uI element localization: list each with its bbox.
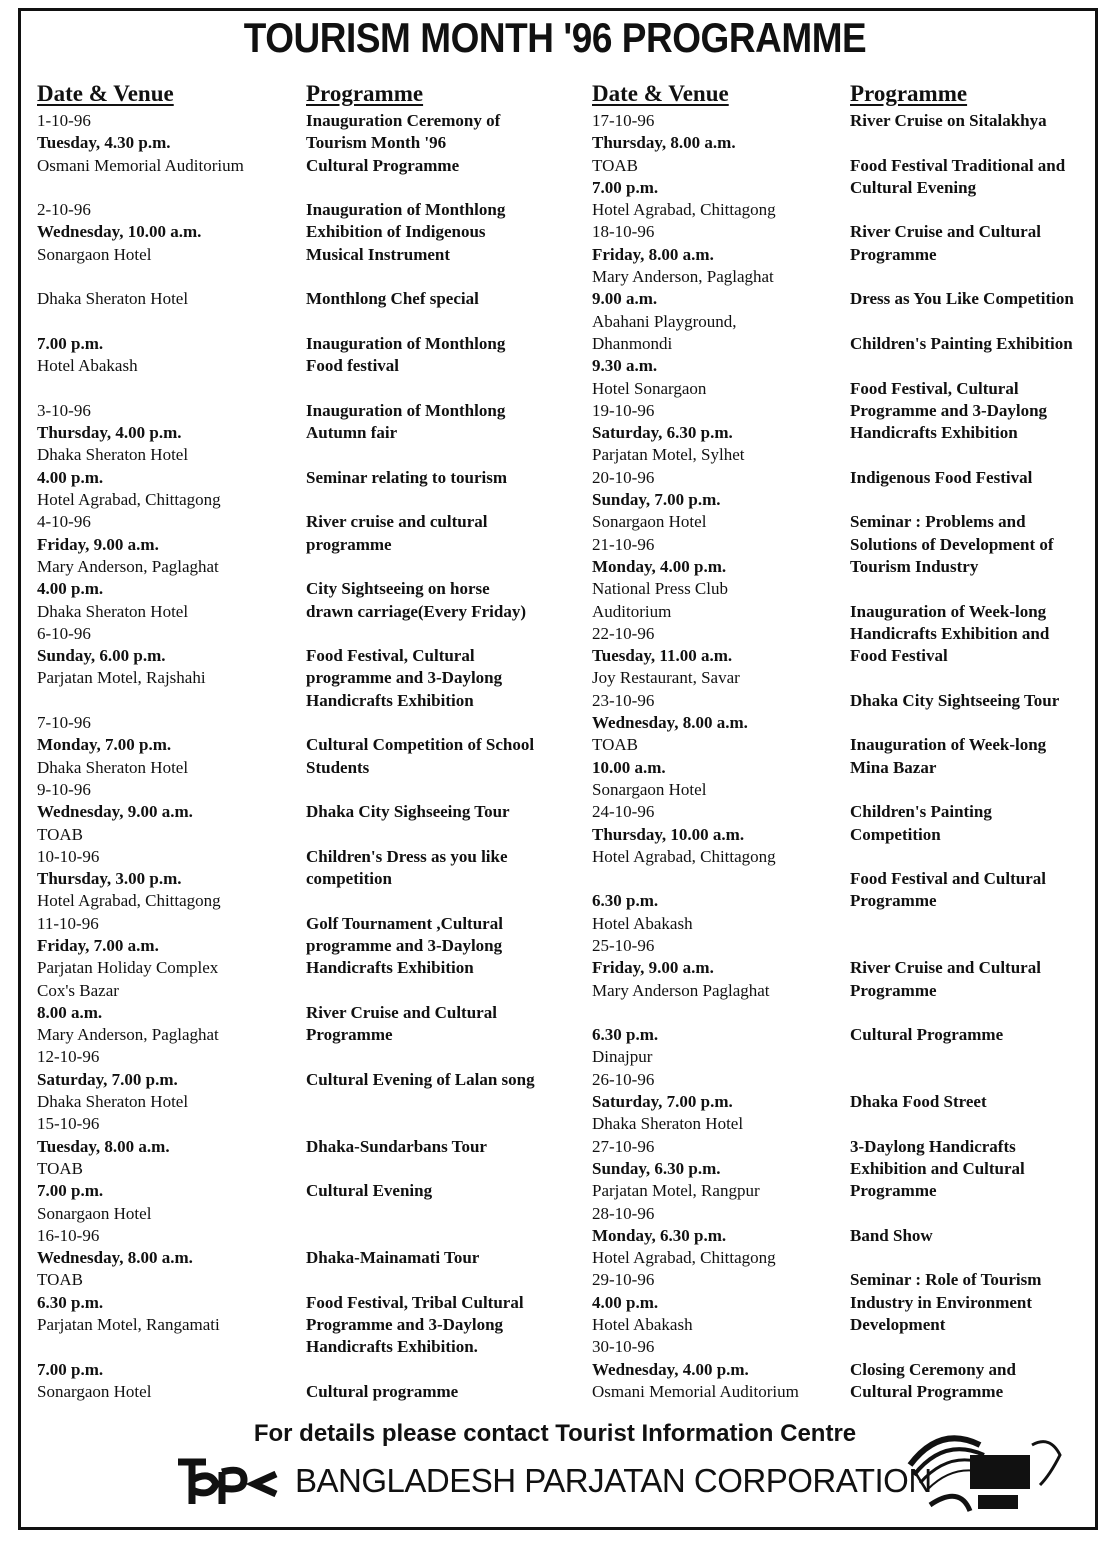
schedule-line: Sonargaon Hotel	[592, 512, 707, 532]
spacer	[850, 355, 1095, 377]
programme-line: 3-Daylong Handicrafts	[850, 1136, 1016, 1156]
spacer	[850, 935, 1095, 957]
spacer	[37, 378, 287, 400]
schedule-line: Dhaka Sheraton Hotel	[37, 289, 189, 309]
schedule-line: Friday, 9.00 a.m.	[592, 958, 714, 978]
programme-line: Cultural programme	[306, 1381, 459, 1401]
schedule-line: Dhaka Sheraton Hotel	[592, 1114, 744, 1134]
schedule-line: 25-10-96	[592, 935, 655, 955]
schedule-line: 7.00 p.m.	[37, 1359, 104, 1379]
spacer	[850, 311, 1095, 333]
schedule-line: Sunday, 6.30 p.m.	[592, 1158, 721, 1178]
schedule-line: 7.00 p.m.	[37, 333, 104, 353]
schedule-line: Tuesday, 11.00 a.m.	[592, 646, 733, 666]
schedule-line: 4.00 p.m.	[592, 1292, 659, 1312]
schedule-line: Osmani Memorial Auditorium	[592, 1381, 799, 1401]
spacer	[850, 132, 1095, 154]
spacer	[306, 1203, 571, 1225]
spacer	[306, 311, 571, 333]
programme-line: Handicrafts Exhibition.	[306, 1337, 478, 1357]
organization-name: BANGLADESH PARJATAN CORPORATION	[295, 1462, 932, 1499]
programme-line: Children's Painting Exhibition	[850, 333, 1073, 353]
spacer	[850, 667, 1095, 689]
schedule-line: Mary Anderson, Paglaghat	[37, 1025, 219, 1045]
schedule-line: Dhanmondi	[592, 333, 673, 353]
schedule-line: Hotel Agrabad, Chittagong	[592, 200, 776, 220]
programme-line: Food Festival	[850, 646, 948, 666]
schedule-line: 27-10-96	[592, 1136, 655, 1156]
schedule-line: Wednesday, 8.00 a.m.	[37, 1248, 193, 1268]
spacer	[850, 1069, 1095, 1091]
schedule-line: 10-10-96	[37, 846, 100, 866]
schedule-line: Friday, 9.00 a.m.	[37, 534, 159, 554]
schedule-line: 6.30 p.m.	[37, 1292, 104, 1312]
schedule-line: Dhaka Sheraton Hotel	[37, 1092, 189, 1112]
schedule-line: 1-10-96	[37, 111, 91, 130]
programme-line: Cultural Evening	[306, 1181, 433, 1201]
programme-line: Dhaka Food Street	[850, 1092, 987, 1112]
programme-line: Programme	[850, 244, 937, 264]
date-venue-column-left	[37, 80, 287, 1403]
bpc-logo-icon	[170, 1452, 280, 1517]
schedule-line: Thursday, 3.00 p.m.	[37, 869, 182, 889]
schedule-line: Sonargaon Hotel	[37, 244, 152, 264]
programme-line: Dhaka City Sightseeing Tour	[850, 690, 1060, 710]
schedule-line: 20-10-96	[592, 467, 655, 487]
programme-line: Dress as You Like Competition	[850, 289, 1074, 309]
schedule-line: Hotel Agrabad, Chittagong	[37, 891, 221, 911]
schedule-line: Thursday, 10.00 a.m.	[592, 824, 745, 844]
spacer	[306, 378, 571, 400]
contact-line: For details please contact Tourist Information Centre	[253, 1420, 857, 1447]
schedule-line: 17-10-96	[592, 111, 655, 130]
date-venue-column-right	[592, 80, 822, 1403]
schedule-line: 28-10-96	[592, 1203, 655, 1223]
schedule-line: Wednesday, 4.00 p.m.	[592, 1359, 749, 1379]
tourism-month-emblem-icon	[900, 1425, 1070, 1525]
schedule-line: Abahani Playground,	[592, 311, 737, 331]
schedule-line: Wednesday, 9.00 a.m.	[37, 802, 193, 822]
schedule-line: Hotel Abakash	[37, 356, 138, 376]
schedule-line: Thursday, 8.00 a.m.	[592, 133, 736, 153]
schedule-line: 4.00 p.m.	[37, 579, 104, 599]
programme-line: Seminar : Role of Tourism	[850, 1270, 1042, 1290]
programme-line: Food Festival, Tribal Cultural	[306, 1292, 524, 1312]
programme-line: Handicrafts Exhibition and	[850, 623, 1050, 643]
schedule-line: 2-10-96	[37, 200, 91, 220]
programme-line: Inauguration Ceremony of	[306, 111, 501, 130]
schedule-line: Parjatan Motel, Rangpur	[592, 1181, 760, 1201]
programme-line: Mina Bazar	[850, 757, 937, 777]
schedule-line: Tuesday, 8.00 a.m.	[37, 1136, 170, 1156]
schedule-line: Sonargaon Hotel	[37, 1381, 152, 1401]
schedule-line: Mary Anderson, Paglaghat	[592, 267, 774, 287]
programme-line: Monthlong Chef special	[306, 289, 479, 309]
spacer	[850, 1247, 1095, 1269]
schedule-line: Sunday, 6.00 p.m.	[37, 646, 166, 666]
spacer	[306, 556, 571, 578]
programme-line: Competition	[850, 824, 941, 844]
schedule-line: 15-10-96	[37, 1114, 100, 1134]
schedule-line: Wednesday, 8.00 a.m.	[592, 713, 748, 733]
programme-line: Tourism Month '96	[306, 133, 447, 153]
programme-line: Students	[306, 757, 370, 777]
schedule-line: 9.00 a.m.	[592, 289, 658, 309]
programme-line: Inauguration of Week-long	[850, 601, 1047, 621]
programme-line: Industry in Environment	[850, 1292, 1033, 1312]
spacer	[850, 444, 1095, 466]
schedule-line: Friday, 8.00 a.m.	[592, 244, 714, 264]
programme-list	[306, 110, 571, 1403]
programme-line: River Cruise and Cultural	[306, 1002, 497, 1022]
schedule-line: Sonargaon Hotel	[592, 779, 707, 799]
schedule-line: 7-10-96	[37, 713, 91, 733]
programme-line: Closing Ceremony and	[850, 1359, 1016, 1379]
schedule-line: 4.00 p.m.	[37, 467, 104, 487]
spacer	[306, 1359, 571, 1381]
schedule-line: 30-10-96	[592, 1337, 655, 1357]
schedule-line: 22-10-96	[592, 623, 655, 643]
schedule-line: Friday, 7.00 a.m.	[37, 935, 159, 955]
spacer	[850, 779, 1095, 801]
spacer	[592, 868, 822, 890]
schedule-line: Dhaka Sheraton Hotel	[37, 601, 189, 621]
column-header: Date & Venue	[37, 81, 174, 106]
schedule-line: 24-10-96	[592, 802, 655, 822]
spacer	[306, 623, 571, 645]
programme-line: Dhaka City Sighseeing Tour	[306, 802, 510, 822]
schedule-line: 10.00 a.m.	[592, 757, 666, 777]
spacer	[37, 266, 287, 288]
schedule-line: TOAB	[592, 155, 638, 175]
programme-line: River Cruise and Cultural	[850, 958, 1041, 978]
programme-line: Cultural Competition of School	[306, 735, 535, 755]
spacer	[306, 266, 571, 288]
schedule-line: 7.00 p.m.	[592, 177, 659, 197]
programme-line: Food festival	[306, 356, 400, 376]
programme-line: Food Festival, Cultural	[850, 378, 1019, 398]
schedule-line: Dhaka Sheraton Hotel	[37, 445, 189, 465]
spacer	[850, 1336, 1095, 1358]
spacer	[306, 1225, 571, 1247]
spacer	[306, 1158, 571, 1180]
programme-line: Programme	[850, 1181, 937, 1201]
schedule-line: 9.30 a.m.	[592, 356, 658, 376]
spacer	[306, 824, 571, 846]
programme-line: Seminar relating to tourism	[306, 467, 507, 487]
schedule-line: Sunday, 7.00 p.m.	[592, 490, 721, 510]
spacer	[306, 779, 571, 801]
spacer	[850, 266, 1095, 288]
spacer	[37, 177, 287, 199]
spacer	[306, 444, 571, 466]
schedule-line: TOAB	[37, 1270, 83, 1290]
programme-line: Cultural Programme	[850, 1381, 1004, 1401]
programme-line: Programme and 3-Daylong	[306, 1315, 504, 1335]
programme-line: Seminar : Problems and	[850, 512, 1026, 532]
programme-line: Inauguration of Monthlong	[306, 400, 506, 420]
schedule-line: Hotel Sonargaon	[592, 378, 707, 398]
spacer	[37, 311, 287, 333]
schedule-line: 8.00 a.m.	[37, 1002, 103, 1022]
programme-line: Solutions of Development of	[850, 534, 1054, 554]
schedule-line: 6.30 p.m.	[592, 891, 659, 911]
spacer	[306, 177, 571, 199]
spacer	[306, 980, 571, 1002]
programme-list	[850, 110, 1095, 1403]
programme-line: Children's Dress as you like	[306, 846, 508, 866]
schedule-line: Parjatan Motel, Sylhet	[592, 445, 745, 465]
programme-line: Inauguration of Week-long	[850, 735, 1047, 755]
schedule-line: Mary Anderson, Paglaghat	[37, 556, 219, 576]
schedule-line: Parjatan Motel, Rangamati	[37, 1315, 220, 1335]
schedule-line: Hotel Agrabad, Chittagong	[592, 846, 776, 866]
schedule-line: Auditorium	[592, 601, 672, 621]
schedule-line: Parjatan Holiday Complex	[37, 958, 219, 978]
programme-line: Tourism Industry	[850, 556, 979, 576]
schedule-line: 6.30 p.m.	[592, 1025, 659, 1045]
schedule-line: Wednesday, 10.00 a.m.	[37, 222, 202, 242]
schedule-line: 26-10-96	[592, 1069, 655, 1089]
schedule-line: TOAB	[592, 735, 638, 755]
programme-line: Dhaka-Sundarbans Tour	[306, 1136, 487, 1156]
programme-line: Cultural Evening of Lalan song	[306, 1069, 535, 1089]
schedule-line: 18-10-96	[592, 222, 655, 242]
programme-column-left	[306, 80, 571, 1403]
schedule-line: Monday, 7.00 p.m.	[37, 735, 172, 755]
programme-line: Programme	[850, 891, 937, 911]
spacer	[850, 578, 1095, 600]
programme-line: Inauguration of Monthlong	[306, 333, 506, 353]
programme-line: competition	[306, 869, 392, 889]
column-header: Date & Venue	[592, 81, 729, 106]
spacer	[306, 712, 571, 734]
column-header: Programme	[850, 81, 968, 106]
spacer	[850, 1002, 1095, 1024]
schedule-line: 6-10-96	[37, 623, 91, 643]
programme-line: programme	[306, 534, 392, 554]
schedule-line: 29-10-96	[592, 1270, 655, 1290]
date-venue-list	[592, 110, 822, 1403]
programme-line: Programme and 3-Daylong	[850, 400, 1048, 420]
programme-column-right	[850, 80, 1095, 1403]
spacer	[306, 1113, 571, 1135]
spacer	[850, 913, 1095, 935]
schedule-line: Saturday, 7.00 p.m.	[592, 1092, 733, 1112]
programme-line: Dhaka-Mainamati Tour	[306, 1248, 480, 1268]
schedule-line: 9-10-96	[37, 779, 91, 799]
programme-line: Programme	[306, 1025, 393, 1045]
programme-line: River Cruise on Sitalakhya	[850, 111, 1047, 130]
schedule-line: 16-10-96	[37, 1225, 100, 1245]
programme-line: programme and 3-Daylong	[306, 935, 503, 955]
schedule-line: Monday, 6.30 p.m.	[592, 1225, 727, 1245]
spacer	[306, 1091, 571, 1113]
schedule-line: Parjatan Motel, Rajshahi	[37, 668, 206, 688]
spacer	[306, 1269, 571, 1291]
programme-line: Musical Instrument	[306, 244, 451, 264]
programme-line: Cultural Evening	[850, 177, 977, 197]
schedule-line: Thursday, 4.00 p.m.	[37, 423, 182, 443]
schedule-line: Hotel Agrabad, Chittagong	[37, 490, 221, 510]
programme-line: programme and 3-Daylong	[306, 668, 503, 688]
schedule-line: Monday, 4.00 p.m.	[592, 556, 727, 576]
programme-line: Exhibition of Indigenous	[306, 222, 486, 242]
schedule-line: Hotel Abakash	[592, 913, 693, 933]
schedule-line: Dinajpur	[592, 1047, 653, 1067]
spacer	[306, 489, 571, 511]
programme-line: Handicrafts Exhibition	[850, 423, 1018, 443]
schedule-line: TOAB	[37, 1158, 83, 1178]
date-venue-list	[37, 110, 287, 1403]
schedule-line: Hotel Abakash	[592, 1315, 693, 1335]
programme-line: Handicrafts Exhibition	[306, 690, 474, 710]
programme-line: Food Festival, Cultural	[306, 646, 475, 666]
schedule-line: Saturday, 7.00 p.m.	[37, 1069, 178, 1089]
programme-line: City Sightseeing on horse	[306, 579, 490, 599]
spacer	[850, 489, 1095, 511]
schedule-line: Dhaka Sheraton Hotel	[37, 757, 189, 777]
page-title: TOURISM MONTH '96 PROGRAMME	[243, 14, 867, 61]
spacer	[37, 690, 287, 712]
spacer	[592, 1002, 822, 1024]
programme-line: Indigenous Food Festival	[850, 467, 1033, 487]
programme-line: drawn carriage(Every Friday)	[306, 601, 526, 621]
schedule-line: 11-10-96	[37, 913, 99, 933]
schedule-line: National Press Club	[592, 579, 728, 599]
programme-line: Autumn fair	[306, 423, 398, 443]
schedule-line: 21-10-96	[592, 534, 655, 554]
programme-line: Food Festival and Cultural	[850, 869, 1046, 889]
schedule-line: 4-10-96	[37, 512, 91, 532]
column-header: Programme	[306, 81, 424, 106]
schedule-line: Tuesday, 4.30 p.m.	[37, 133, 171, 153]
schedule-line: Cox's Bazar	[37, 980, 119, 1000]
schedule-line: TOAB	[37, 824, 83, 844]
programme-line: Band Show	[850, 1225, 933, 1245]
schedule-line: Joy Restaurant, Savar	[592, 668, 740, 688]
schedule-line: Hotel Agrabad, Chittagong	[592, 1248, 776, 1268]
spacer	[850, 712, 1095, 734]
programme-line: Inauguration of Monthlong	[306, 200, 506, 220]
programme-line: Handicrafts Exhibition	[306, 958, 474, 978]
programme-line: Development	[850, 1315, 946, 1335]
programme-line: Programme	[850, 980, 937, 1000]
programme-line: Cultural Programme	[850, 1025, 1004, 1045]
spacer	[850, 1113, 1095, 1135]
schedule-line: 3-10-96	[37, 400, 91, 420]
programme-line: Cultural Programme	[306, 155, 460, 175]
schedule-line: 19-10-96	[592, 400, 655, 420]
schedule-line: 12-10-96	[37, 1047, 100, 1067]
schedule-line: Mary Anderson Paglaghat	[592, 980, 770, 1000]
spacer	[850, 199, 1095, 221]
schedule-line: 7.00 p.m.	[37, 1181, 104, 1201]
programme-line: Exhibition and Cultural	[850, 1158, 1025, 1178]
programme-line: Golf Tournament ,Cultural	[306, 913, 503, 933]
spacer	[850, 1203, 1095, 1225]
spacer	[850, 1046, 1095, 1068]
programme-line: Children's Painting	[850, 802, 992, 822]
programme-line: Food Festival Traditional and	[850, 155, 1066, 175]
spacer	[306, 1046, 571, 1068]
spacer	[37, 1336, 287, 1358]
schedule-line: Saturday, 6.30 p.m.	[592, 423, 733, 443]
programme-line: River Cruise and Cultural	[850, 222, 1041, 242]
spacer	[850, 846, 1095, 868]
schedule-line: Osmani Memorial Auditorium	[37, 155, 244, 175]
programme-line: River cruise and cultural	[306, 512, 488, 532]
schedule-line: Sonargaon Hotel	[37, 1203, 152, 1223]
schedule-line: 23-10-96	[592, 690, 655, 710]
spacer	[306, 890, 571, 912]
